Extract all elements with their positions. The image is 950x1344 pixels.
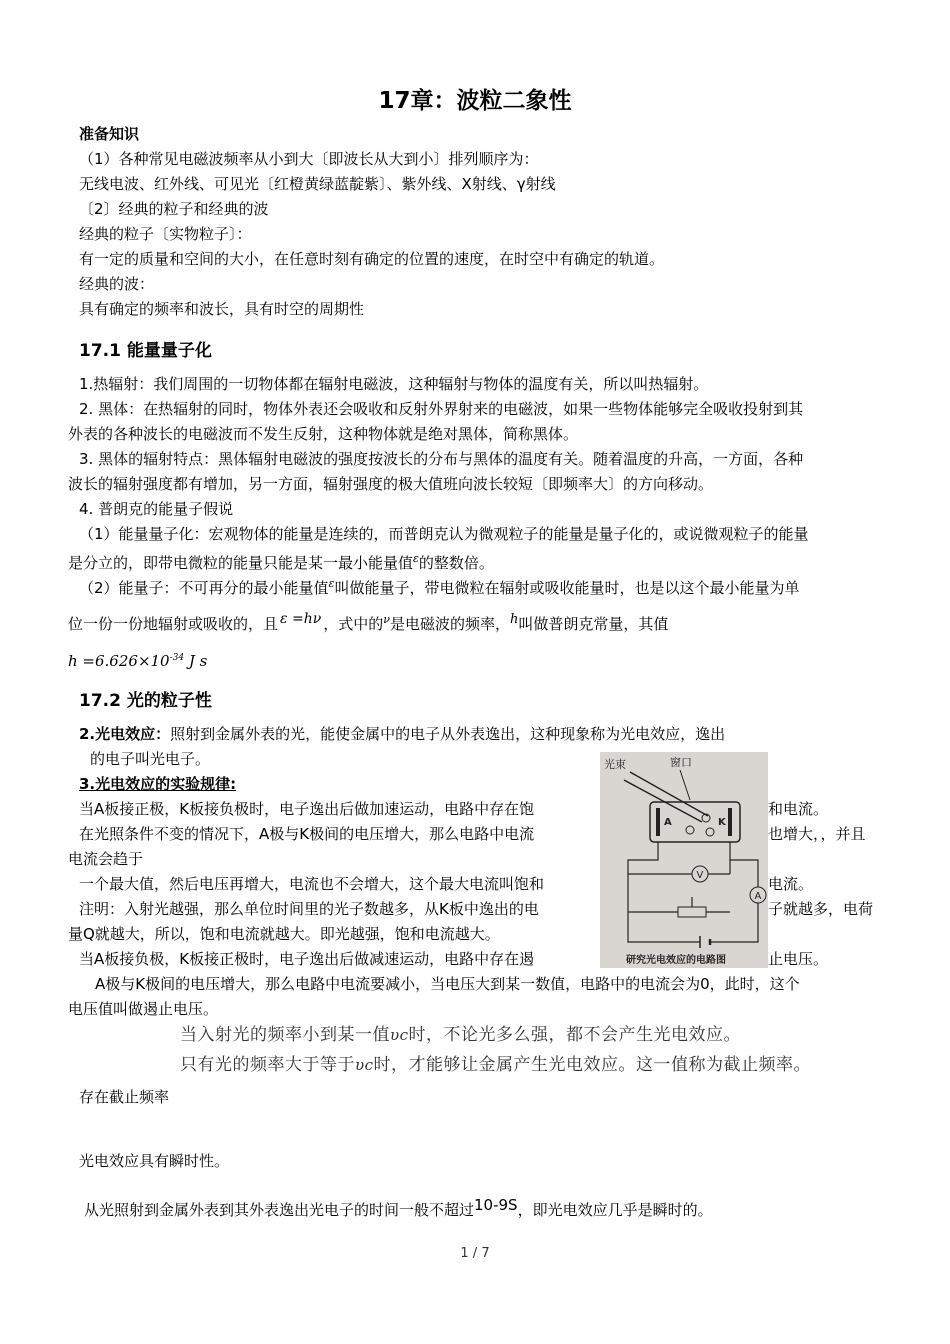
label-light-beam: 光束 bbox=[604, 758, 626, 771]
hw1-text1: 当入射光的频率小到某一值 bbox=[180, 1025, 390, 1045]
page-title: 17章：波粒二象性 bbox=[378, 88, 572, 114]
s171-para-6b-text4: 叫做普朗克常量，其值 bbox=[518, 615, 669, 633]
prep-line-1: （1）各种常见电磁波频率从小到大〔即波长从大到小〕排列顺序为： bbox=[79, 150, 539, 168]
label-ammeter: A bbox=[754, 891, 762, 902]
s172-para-1-text: 照射到金属外表的光，能使金属中的电子从外表逸出，这种现象称为光电效应，逸出 bbox=[170, 725, 726, 743]
equation-planck-constant bbox=[68, 648, 207, 671]
prep-line-2: 无线电波、红外线、可见光〔红橙黄绿蓝靛紫〕、紫外线、X射线、γ射线 bbox=[79, 175, 556, 193]
s172-para-7a: 当A板接负极，K板接正极时，电子逸出后做减速运动，电路中存在遏 bbox=[79, 950, 535, 968]
hw1-text2: 时，不论光多么强，都不会产生光电效应。 bbox=[408, 1025, 742, 1045]
planck-unit: J s bbox=[184, 652, 208, 670]
figure-caption: 研究光电效应的电路图 bbox=[626, 955, 726, 966]
s171-para-6b-text1: 位一份一份地辐射或吸收的，且 bbox=[68, 615, 279, 633]
epsilon-symbol-2: ε bbox=[328, 577, 335, 590]
rheostat bbox=[678, 907, 706, 917]
s172-para-1c: 的电子叫光电子。 bbox=[90, 750, 211, 768]
photoelectric-term: 2.光电效应： bbox=[79, 725, 171, 743]
section-17-2-heading: 17.2 光的粒子性 bbox=[79, 691, 212, 711]
time-value: 10-9S bbox=[474, 1196, 518, 1214]
s172-para-3b: 和电流。 bbox=[768, 800, 829, 818]
nu-c-symbol: υc bbox=[390, 1026, 409, 1044]
equation-e-hv: ε =hν bbox=[280, 611, 322, 627]
s171-para-4: 4. 普朗克的能量子假说 bbox=[79, 500, 234, 518]
s172-para-4b: 也增大，，并且 bbox=[768, 825, 866, 843]
s171-para-2a: 2. 黑体：在热辐射的同时，物体外表还会吸收和反射外界射来的电磁波，如果一些物体能够完全吸收投射到其 bbox=[79, 400, 804, 418]
s171-para-3a: 3. 黑体的辐射特点：黑体辐射电磁波的强度按波长的分布与黑体的温度有关。随着温度的升高，一方面，各种 bbox=[79, 450, 804, 468]
page-number: 1 / 7 bbox=[460, 1246, 490, 1261]
label-k-plate: K bbox=[718, 817, 726, 828]
s172-para-5a: 一个最大值，然后电压再增大，电流也不会增大，这个最大电流叫饱和 bbox=[79, 875, 545, 893]
nu-symbol: ν bbox=[383, 613, 390, 626]
h-symbol: h bbox=[509, 612, 519, 627]
s171-para-3b: 波长的辐射强度都有增加，另一方面，辐射强度的极大值班向波长较短〔即频率大〕的方向移动。 bbox=[68, 475, 714, 493]
s172-para-6a: 注明：入射光越强，那么单位时间里的光子数越多，从K板中逸出的电 bbox=[79, 900, 539, 918]
s172-para-1 bbox=[79, 724, 725, 744]
s171-para-5a: （1）能量量子化：宏观物体的能量是连续的，而普朗克认为微观粒子的能量是量子化的，或说微观粒子的能量 bbox=[79, 525, 809, 543]
label-window: 窗口 bbox=[670, 756, 692, 769]
planck-value: h =6.626×10 bbox=[68, 652, 170, 670]
planck-exponent: -34 bbox=[169, 653, 185, 663]
plate-k bbox=[728, 808, 732, 836]
s171-para-1: 1.热辐射：我们周围的一切物体都在辐射电磁波，这种辐射与物体的温度有关，所以叫热辐射。 bbox=[79, 375, 709, 393]
prep-line-6: 经典的波： bbox=[79, 275, 155, 293]
s171-para-6a-text1: （2）能量子：不可再分的最小能量值 bbox=[79, 579, 329, 597]
s171-para-6a-text2: 叫做能量子，带电微粒在辐射或吸收能量时，也是以这个最小能量为单 bbox=[334, 579, 800, 597]
s172-para-11 bbox=[84, 1196, 713, 1220]
s171-para-6b-text3: 是电磁波的频率， bbox=[389, 615, 510, 633]
s172-para-7b: 止电压。 bbox=[768, 950, 829, 968]
photoelectric-circuit-figure bbox=[600, 752, 768, 968]
s171-para-6b-text2: ，式中的 bbox=[323, 615, 384, 633]
s172-para-4a: 在光照条件不变的情况下，A极与K极间的电压增大，那么电路中电流 bbox=[79, 825, 535, 843]
section-17-1-heading: 17.1 能量量子化 bbox=[79, 341, 212, 361]
s172-para-3a: 当A板接正极，K板接负极时，电子逸出后做加速运动，电路中存在饱 bbox=[79, 800, 535, 818]
s172-para-6b: 子就越多，电荷 bbox=[768, 900, 874, 918]
prep-line-4: 经典的粒子〔实物粒子〕： bbox=[79, 225, 252, 243]
s171-para-5b-text2: 的整数倍。 bbox=[418, 554, 494, 572]
s172-para-11-text2: ，即光电效应几乎是瞬时的。 bbox=[517, 1201, 713, 1219]
s172-para-6c: 量Q就越大，所以，饱和电流就越大。即光越强，饱和电流越大。 bbox=[68, 925, 500, 943]
s172-para-10: 光电效应具有瞬时性。 bbox=[79, 1152, 230, 1170]
plate-a bbox=[656, 808, 660, 836]
s171-para-6b bbox=[68, 610, 668, 635]
s171-para-5b-text1: 是分立的，即带电微粒的能量只能是某一最小能量值 bbox=[68, 554, 414, 572]
s172-para-11-text1: 从光照射到金属外表到其外表逸出光电子的时间一般不超过 bbox=[84, 1201, 475, 1219]
s171-para-5b bbox=[68, 549, 494, 573]
prep-line-5: 有一定的质量和空间的大小，在任意时刻有确定的位置的速度，在时空中有确定的轨道。 bbox=[79, 250, 665, 268]
nu-c-symbol-2: υc bbox=[355, 1056, 374, 1074]
handwritten-line-1 bbox=[180, 1020, 741, 1045]
prep-line-7: 具有确定的频率和波长，具有时空的周期性 bbox=[79, 300, 365, 318]
prep-heading: 准备知识 bbox=[79, 125, 140, 143]
s172-rules-heading: 3.光电效应的实验规律: bbox=[79, 775, 237, 793]
s172-para-9: 存在截止频率 bbox=[79, 1088, 170, 1106]
s172-para-4c: 电流会趋于 bbox=[68, 850, 144, 868]
hw2-text1: 只有光的频率大于等于 bbox=[180, 1055, 355, 1075]
hw2-text2: 时，才能够让金属产生光电效应。这一值称为截止频率。 bbox=[373, 1055, 812, 1075]
s172-para-8b: 电压值叫做遏止电压。 bbox=[68, 1000, 219, 1018]
handwritten-line-2 bbox=[180, 1050, 811, 1075]
epsilon-symbol: ε bbox=[413, 552, 419, 565]
s172-para-8a: A极与K极间的电压增大，那么电路中电流要减小，当电压大到某一数值，电路中的电流会为0，此时，这个 bbox=[95, 975, 800, 993]
prep-line-3: 〔2〕经典的粒子和经典的波 bbox=[79, 200, 269, 218]
s172-para-5b: 电流。 bbox=[768, 875, 814, 893]
label-voltmeter: V bbox=[696, 870, 704, 881]
circuit-diagram bbox=[600, 752, 768, 968]
label-a-plate: A bbox=[664, 817, 672, 828]
s171-para-6a bbox=[79, 574, 799, 598]
s171-para-2b: 外表的各种波长的电磁波而不发生反射，这种物体就是绝对黑体，简称黑体。 bbox=[68, 425, 579, 443]
